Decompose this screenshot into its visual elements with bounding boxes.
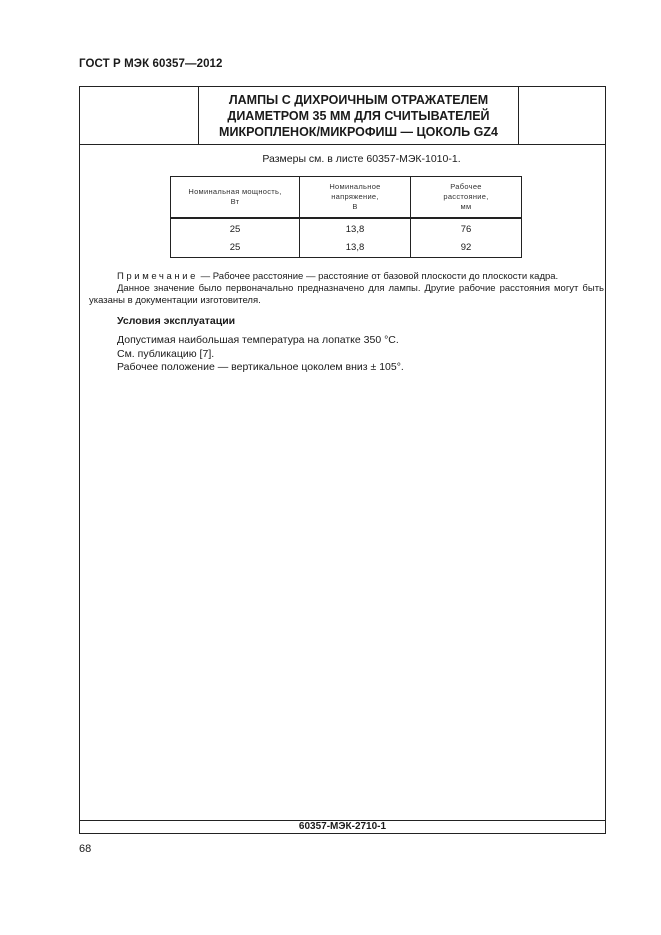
table-cell: 13,8 xyxy=(300,218,411,238)
sheet-frame xyxy=(79,86,606,834)
column-header-voltage: Номинальное напряжение, В xyxy=(300,177,411,219)
table-cell: 25 xyxy=(171,218,300,238)
table-cell: 92 xyxy=(411,238,522,258)
table-cell: 76 xyxy=(411,218,522,238)
dimensions-reference: Размеры см. в листе 60357-МЭК-1010-1. xyxy=(262,153,461,165)
column-header-power: Номинальная мощность, Вт xyxy=(171,177,300,219)
table-cell: 13,8 xyxy=(300,238,411,258)
table-cell: 25 xyxy=(171,238,300,258)
ratings-table xyxy=(170,176,522,258)
note-label: Примечание xyxy=(117,271,198,282)
note-line-1 xyxy=(89,271,604,283)
sheet-title: ЛАМПЫ С ДИХРОИЧНЫМ ОТРАЖАТЕЛЕМ ДИАМЕТРОМ 35 ММ ДЛЯ СЧИТЫВАТЕЛЕЙ МИКРОПЛЕНОК/МИКРОФИШ — ЦОКОЛЬ GZ4 xyxy=(198,87,519,144)
note-block xyxy=(89,271,604,307)
sheet-code: 60357-МЭК-2710-1 xyxy=(80,820,605,833)
table-row xyxy=(171,238,522,258)
column-header-distance: Рабочее расстояние, мм xyxy=(411,177,522,219)
conditions-heading: Условия эксплуатации xyxy=(117,315,236,327)
list-item: Рабочее положение — вертикальное цоколем вниз ± 105°. xyxy=(117,361,404,373)
note-line-2: Данное значение было первоначально предназначено для лампы. Другие рабочие расстояния могут быть указаны в документации изготовителя. xyxy=(89,283,604,306)
conditions-list xyxy=(117,334,404,375)
table-row xyxy=(171,218,522,238)
sheet-header xyxy=(80,87,605,145)
table-header-row xyxy=(171,177,522,219)
document-code: ГОСТ Р МЭК 60357—2012 xyxy=(79,58,223,70)
note-text: — Рабочее расстояние — расстояние от базовой плоскости до плоскости кадра. xyxy=(198,271,559,282)
page-number: 68 xyxy=(79,843,92,855)
list-item: См. публикацию [7]. xyxy=(117,347,215,360)
list-item: Допустимая наибольшая температура на лопатке 350 °С. xyxy=(117,334,399,346)
